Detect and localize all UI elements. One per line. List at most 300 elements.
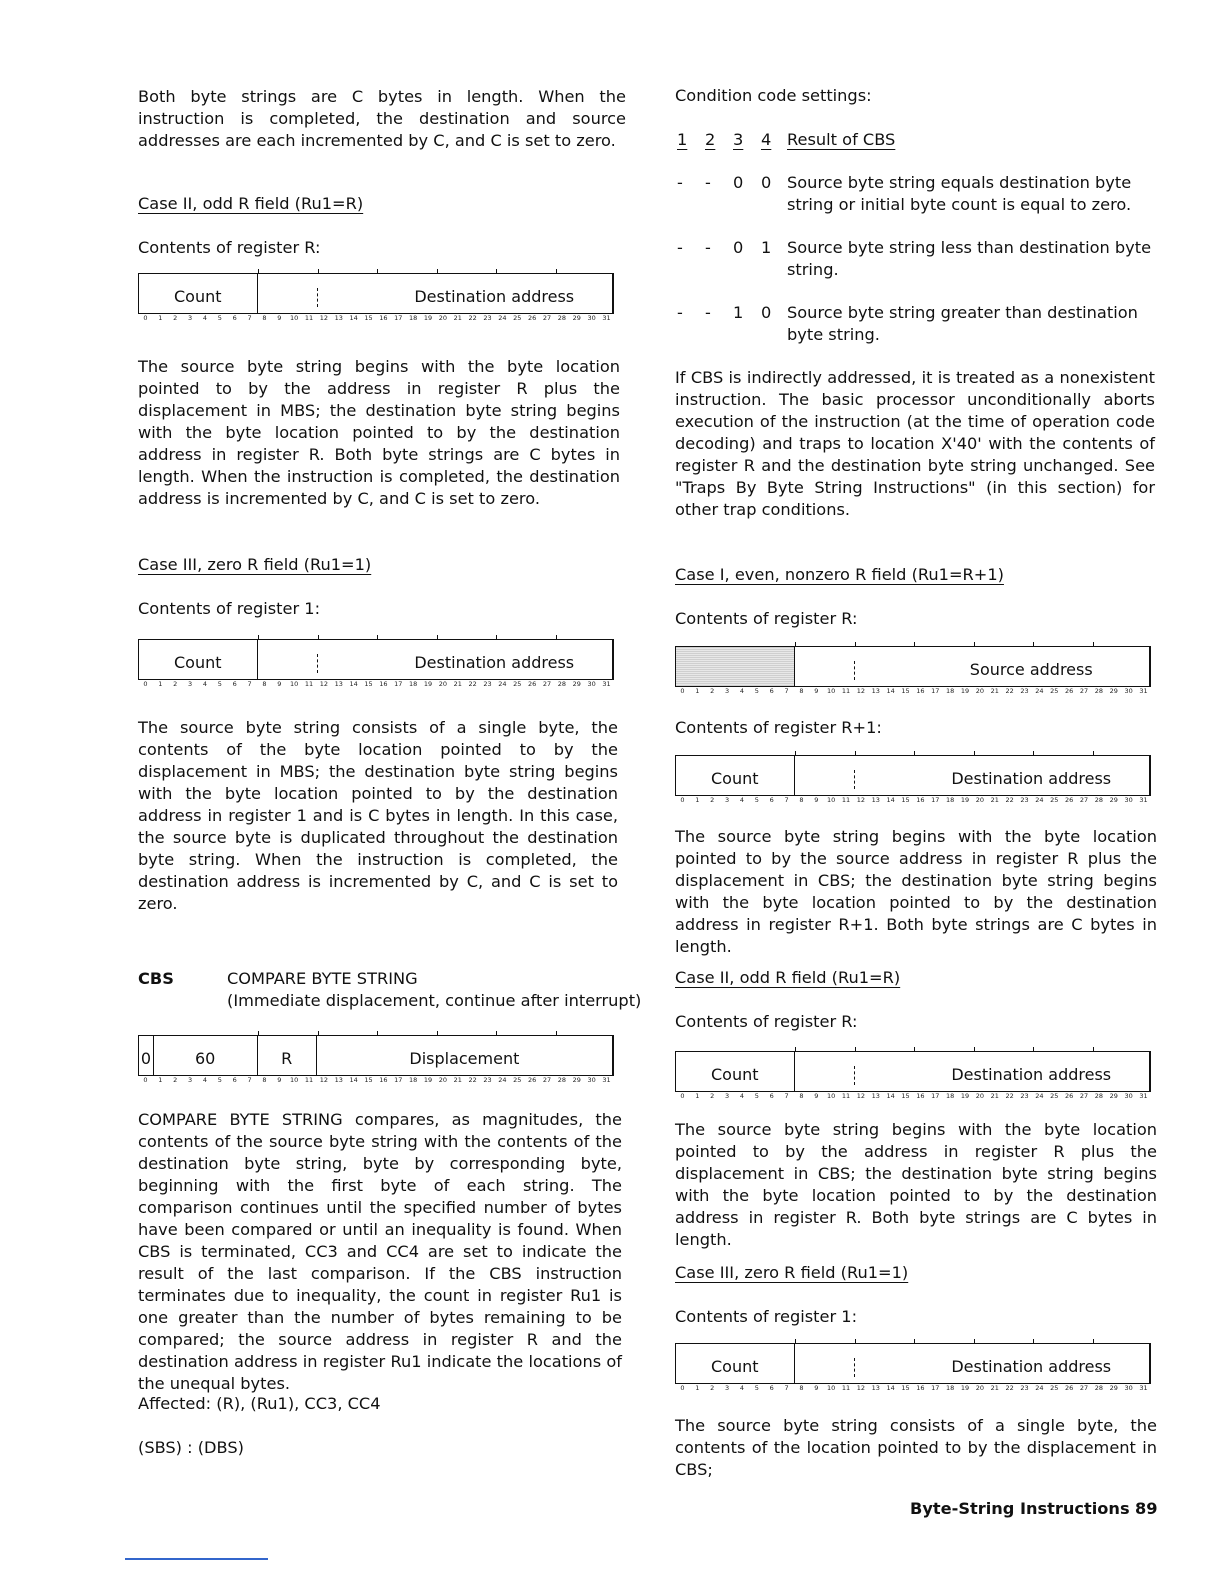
format-box [138,1035,614,1075]
field-label: Count [710,1357,759,1376]
register-format-diagram [675,1051,1151,1101]
bit-number: 5 [217,1076,222,1084]
bit-number: 0 [143,680,148,688]
case3-contents-label: Contents of register 1: [138,599,321,618]
bit-number: 30 [587,680,596,688]
bit-number: 8 [262,680,267,688]
bit-number: 6 [769,687,774,695]
bit-number: 23 [483,1076,492,1084]
bit-number: 24 [1035,1384,1044,1392]
format-field [676,647,795,686]
bit-number: 22 [468,1076,477,1084]
case1-contents-r1-label: Contents of register R+1: [675,718,882,737]
bit-number: 25 [1050,1384,1059,1392]
bit-number: 19 [423,680,433,688]
bit-number: 14 [349,1076,358,1084]
bit-number: 22 [1005,1384,1014,1392]
bit-number: 4 [202,1076,208,1084]
bit-number: 22 [468,680,477,688]
cc-result-text: Source byte string less than destination byte string. [787,238,1152,279]
field-label: Count [710,769,759,788]
cc-value: - [677,173,683,192]
bit-number: 8 [799,1384,804,1392]
field-label: Destination address [951,1065,1112,1084]
bit-number: 12 [856,1092,866,1100]
bit-number: 8 [799,1092,804,1100]
field-label: Destination address [951,1357,1112,1376]
format-field [139,1036,154,1075]
bit-number: 4 [739,796,745,804]
bit-number: 18 [946,1092,955,1100]
bit-number: 4 [739,687,745,695]
bit-number: 31 [602,314,611,322]
bit-number: 16 [379,1076,388,1084]
format-field [676,756,795,795]
case1-heading: Case I, even, nonzero R field (Ru1=R+1) [675,565,1004,584]
format-box [138,273,614,313]
bit-number: 27 [1079,796,1089,804]
case2-heading: Case II, odd R field (Ru1=R) [138,194,364,213]
cc-row [675,172,1157,216]
bit-number: 14 [886,1092,895,1100]
bit-number-row [138,313,614,323]
field-label: 0 [140,1049,151,1068]
bit-number: 21 [990,1384,999,1392]
bit-number: 6 [232,680,237,688]
condition-code-title: Condition code settings: [675,86,872,105]
bit-number: 7 [784,1092,789,1100]
scan-edge-line [125,1558,268,1560]
instruction-format-diagram [138,1035,614,1085]
bit-number: 21 [453,314,462,322]
bit-number: 4 [202,314,208,322]
bit-number: 16 [916,1384,925,1392]
bit-number: 6 [232,1076,237,1084]
bit-number: 26 [528,680,537,688]
bit-number: 29 [572,1076,581,1084]
bit-number: 16 [916,687,925,695]
format-box [675,646,1151,686]
cc-bit-2: 2 [705,130,716,149]
bit-number: 23 [1020,687,1029,695]
bit-number: 3 [724,687,730,695]
bit-number: 10 [827,1092,836,1100]
bit-number: 28 [1094,796,1104,804]
bit-number: 5 [754,1092,759,1100]
bit-number: 30 [1124,687,1133,695]
format-box [675,1051,1151,1091]
bit-number: 2 [710,1384,715,1392]
bit-number: 8 [262,1076,267,1084]
bit-number: 26 [1065,796,1074,804]
format-box [675,755,1151,795]
bit-number: 20 [438,314,448,322]
field-label: Destination address [414,287,575,306]
register-format-diagram [675,755,1151,805]
bit-number: 17 [394,680,403,688]
bit-number: 20 [438,1076,448,1084]
bit-number: 6 [769,1092,774,1100]
bit-number: 23 [1020,1092,1029,1100]
bit-number: 24 [498,680,507,688]
condition-code-header [675,129,895,151]
cc-value: - [705,173,711,192]
instruction-name: COMPARE BYTE STRING [227,969,418,988]
bit-number: 17 [931,796,940,804]
bit-number: 27 [1079,687,1089,695]
bit-number: 10 [290,314,299,322]
bit-number: 15 [901,1384,910,1392]
bit-number: 9 [277,314,282,322]
bit-number: 25 [513,680,522,688]
bit-number: 30 [1124,1092,1133,1100]
bit-number: 31 [602,680,611,688]
bit-number: 11 [841,796,851,804]
bit-number: 13 [334,314,343,322]
bit-number: 18 [409,314,418,322]
bit-number: 8 [799,796,804,804]
cc-row [675,302,1157,346]
bit-number: 3 [724,1384,730,1392]
format-field [258,640,614,679]
case3-heading: Case III, zero R field (Ru1=1) [675,1263,909,1282]
bit-number: 25 [1050,1092,1059,1100]
bit-number: 24 [498,314,507,322]
bit-number: 18 [946,796,955,804]
field-label: Destination address [951,769,1112,788]
bit-number: 12 [856,687,866,695]
field-label: Source address [969,660,1093,679]
bit-number: 2 [173,680,178,688]
bit-number: 31 [1139,1384,1148,1392]
bit-number-row [138,679,614,689]
affected-line: Affected: (R), (Ru1), CC3, CC4 [138,1394,381,1413]
bit-number: 16 [379,680,388,688]
bit-number: 30 [1124,796,1133,804]
case3-paragraph: The source byte string consists of a single byte, the contents of the byte location pointed to by the displacement in MBS; the destination byte string begins with the byte location pointed to by the destination address in register 1 and is C bytes in length. In this case, the source byte is duplicated throughout the destination byte string. When the instruction is completed, the destination address is incremented by C, and C is set to zero. [138,718,618,913]
register-format-diagram [138,273,614,323]
instruction-subtitle: (Immediate displacement, continue after interrupt) [227,991,642,1010]
bit-number: 18 [946,1384,955,1392]
bit-number: 29 [1109,687,1118,695]
instruction-mnemonic: CBS [138,969,174,988]
bit-number: 9 [814,796,819,804]
bit-number: 21 [990,1092,999,1100]
bit-number: 2 [710,1092,715,1100]
bit-number: 19 [960,687,970,695]
bit-number: 25 [1050,796,1059,804]
bit-number: 3 [187,314,193,322]
bit-number: 4 [202,680,208,688]
bit-number: 13 [871,1384,880,1392]
bit-number: 11 [304,314,314,322]
bit-number: 19 [423,1076,433,1084]
bit-number: 24 [1035,1092,1044,1100]
bit-number: 16 [916,796,925,804]
register-format-diagram [138,639,614,689]
cc-result-text: Source byte string greater than destination byte string. [787,303,1138,344]
bit-number: 3 [187,1076,193,1084]
bit-number: 9 [814,1384,819,1392]
cc-bit-3: 3 [733,130,744,149]
format-field [139,640,258,679]
bit-number: 29 [1109,1092,1118,1100]
bit-number: 30 [1124,1384,1133,1392]
bit-number: 17 [931,1092,940,1100]
bit-number: 18 [946,687,955,695]
bit-number: 14 [886,1384,895,1392]
cc-value: 0 [761,303,772,322]
bit-number: 12 [856,796,866,804]
bit-number: 9 [814,687,819,695]
bit-number: 10 [827,687,836,695]
bit-number: 30 [587,1076,596,1084]
format-field [795,1344,1151,1383]
bit-number: 27 [1079,1384,1089,1392]
bit-number: 29 [572,314,581,322]
bit-number: 6 [769,796,774,804]
bit-number: 27 [542,680,552,688]
cc-value: - [705,303,711,322]
cc-value: 1 [733,303,744,322]
format-field [795,1052,1151,1091]
bit-number: 20 [975,796,985,804]
bit-number: 29 [1109,796,1118,804]
bit-number: 20 [975,1092,985,1100]
bit-number: 10 [827,1384,836,1392]
bit-number: 21 [990,796,999,804]
bit-number: 7 [247,314,252,322]
bit-number: 26 [1065,1092,1074,1100]
format-box [138,639,614,679]
bit-number: 11 [304,1076,314,1084]
bit-number: 31 [602,1076,611,1084]
register-format-diagram [675,1343,1151,1393]
bit-number: 19 [960,1384,970,1392]
bit-number: 3 [724,796,730,804]
bit-number: 13 [871,687,880,695]
register-format-diagram [675,646,1151,696]
bit-number: 8 [262,314,267,322]
cc-result-text: Source byte string equals destination byte string or initial byte count is equal to zero. [787,173,1132,214]
bit-number: 6 [232,314,237,322]
bit-number: 18 [409,1076,418,1084]
bit-number: 5 [217,680,222,688]
paragraph-case1-end: Both byte strings are C bytes in length. When the instruction is completed, the destination and source addresses are each incremented by C, and C is set to zero. [138,87,626,150]
bit-number: 12 [319,680,329,688]
bit-number: 17 [931,1384,940,1392]
bit-number: 1 [695,687,700,695]
bit-number: 7 [784,796,789,804]
bit-number: 29 [1109,1384,1118,1392]
bit-number: 2 [710,796,715,804]
bit-number: 5 [754,687,759,695]
bit-number: 7 [784,1384,789,1392]
bit-number: 12 [319,1076,329,1084]
field-label: Count [173,653,222,672]
bit-number-row [138,1075,614,1085]
bit-number: 9 [277,1076,282,1084]
bit-number: 1 [695,1384,700,1392]
bit-number: 10 [290,680,299,688]
bit-number: 15 [364,314,373,322]
bit-number: 31 [1139,1092,1148,1100]
case3-paragraph: The source byte string consists of a single byte, the contents of the location pointed to by the displacement in CBS; [675,1416,1157,1479]
bit-number: 13 [871,796,880,804]
cc-bit-1: 1 [677,130,688,149]
footer-section-title: Byte-String Instructions [910,1499,1130,1518]
format-field [154,1036,258,1075]
bit-number: 17 [394,314,403,322]
bit-number: 10 [827,796,836,804]
bit-number: 14 [886,687,895,695]
case2-paragraph: The source byte string begins with the byte location pointed to by the address in register R plus the displacement in CBS; the destination byte string begins with the byte location pointed to by the destination address in register R. Both byte strings are C bytes in length. [675,1120,1157,1249]
cbs-description: COMPARE BYTE STRING compares, as magnitudes, the contents of the source byte string with the contents of the destination byte string, byte by corresponding byte, beginning with the first byte of each string. The comparison continues until the specified number of bytes have been compared or until an inequality is found. When CBS is terminated, CC3 and CC4 are set to indicate the result of the last comparison. If the CBS instruction terminates due to inequality, the count in register Ru1 is one greater than the number of bytes remaining to be compared; the source address in register R and the destination address in register Ru1 indicate the locations of the unequal bytes. [138,1110,622,1393]
bit-number: 27 [1079,1092,1089,1100]
bit-number: 7 [784,687,789,695]
field-label: Count [173,287,222,306]
bit-number: 16 [379,314,388,322]
field-label: R [281,1049,293,1068]
bit-number: 19 [960,796,970,804]
bit-number: 15 [901,687,910,695]
bit-number: 13 [871,1092,880,1100]
bit-number: 11 [304,680,314,688]
bit-number-row [675,1383,1151,1393]
bit-number: 7 [247,1076,252,1084]
bit-number: 28 [1094,1384,1104,1392]
bit-number: 10 [290,1076,299,1084]
bit-number: 1 [158,1076,163,1084]
bit-number: 15 [901,796,910,804]
bit-number: 9 [277,680,282,688]
bit-number: 25 [513,314,522,322]
bit-number: 2 [173,314,178,322]
indirect-address-paragraph: If CBS is indirectly addressed, it is treated as a nonexistent instruction. The basic processor unconditionally aborts execution of the instruction (at the time of operation code decoding) and traps to location X'40' with the contents of register R and the destination byte string unchanged. See "Traps By Byte String Instructions" (in this section) for other trap conditions. [675,368,1155,519]
bit-number: 22 [1005,687,1014,695]
bit-number: 7 [247,680,252,688]
bit-number: 3 [187,680,193,688]
bit-number: 28 [1094,687,1104,695]
bit-number: 26 [528,1076,537,1084]
bit-number: 0 [680,1092,685,1100]
bit-number: 0 [680,1384,685,1392]
page-number: 89 [1135,1499,1158,1518]
cc-row [675,237,1157,281]
bit-number: 0 [143,314,148,322]
bit-number: 19 [960,1092,970,1100]
case3-contents-label: Contents of register 1: [675,1307,858,1326]
bit-number: 8 [799,687,804,695]
bit-number: 28 [1094,1092,1104,1100]
bit-number: 20 [975,687,985,695]
case2-contents-label: Contents of register R: [138,238,321,257]
bit-number: 4 [739,1384,745,1392]
bit-number: 0 [680,796,685,804]
operation-line: (SBS) : (DBS) [138,1438,244,1457]
bit-number: 23 [1020,1384,1029,1392]
cc-value: 0 [733,238,744,257]
cc-value: 0 [761,173,772,192]
bit-number: 1 [695,796,700,804]
bit-number: 6 [769,1384,774,1392]
bit-number: 15 [364,1076,373,1084]
bit-number: 17 [931,687,940,695]
bit-number: 26 [528,314,537,322]
bit-number: 26 [1065,1384,1074,1392]
bit-number: 28 [557,314,567,322]
format-field [795,647,1151,686]
format-box [675,1343,1151,1383]
bit-number: 2 [173,1076,178,1084]
bit-number: 5 [217,314,222,322]
bit-number: 22 [1005,796,1014,804]
bit-number: 19 [423,314,433,322]
bit-number: 1 [158,314,163,322]
bit-number-row [675,795,1151,805]
bit-number: 21 [453,1076,462,1084]
format-field [258,1036,317,1075]
cc-bit-4: 4 [761,130,772,149]
bit-number: 27 [542,1076,552,1084]
bit-number: 5 [754,796,759,804]
bit-number: 23 [483,680,492,688]
bit-number: 11 [841,687,851,695]
bit-number: 3 [724,1092,730,1100]
bit-number-row [675,686,1151,696]
bit-number: 16 [916,1092,925,1100]
bit-number: 2 [710,687,715,695]
bit-number: 29 [572,680,581,688]
bit-number: 13 [334,680,343,688]
bit-number: 12 [856,1384,866,1392]
cc-value: 1 [761,238,772,257]
bit-number: 24 [1035,687,1044,695]
format-field [795,756,1151,795]
bit-number: 15 [364,680,373,688]
bit-number: 23 [483,314,492,322]
bit-number: 14 [349,680,358,688]
bit-number: 1 [158,680,163,688]
bit-number: 25 [513,1076,522,1084]
bit-number: 14 [886,796,895,804]
bit-number: 21 [453,680,462,688]
bit-number-row [675,1091,1151,1101]
bit-number: 18 [409,680,418,688]
case2-paragraph: The source byte string begins with the byte location pointed to by the address in register R plus the displacement in MBS; the destination byte string begins with the byte location pointed to by the destination address in register R. Both byte strings are C bytes in length. When the instruction is completed, the destination address is incremented by C, and C is set to zero. [138,357,620,508]
bit-number: 21 [990,687,999,695]
bit-number: 23 [1020,796,1029,804]
cc-value: 0 [733,173,744,192]
bit-number: 11 [841,1092,851,1100]
bit-number: 28 [557,680,567,688]
bit-number: 24 [498,1076,507,1084]
bit-number: 12 [319,314,329,322]
cc-value: - [677,303,683,322]
bit-number: 20 [975,1384,985,1392]
bit-number: 11 [841,1384,851,1392]
case1-contents-r-label: Contents of register R: [675,609,858,628]
cc-value: - [677,238,683,257]
bit-number: 13 [334,1076,343,1084]
bit-number: 22 [1005,1092,1014,1100]
bit-number: 0 [680,687,685,695]
bit-number: 26 [1065,687,1074,695]
field-label: Count [710,1065,759,1084]
field-label: 60 [194,1049,216,1068]
case2-contents-label: Contents of register R: [675,1012,858,1031]
bit-number: 20 [438,680,448,688]
